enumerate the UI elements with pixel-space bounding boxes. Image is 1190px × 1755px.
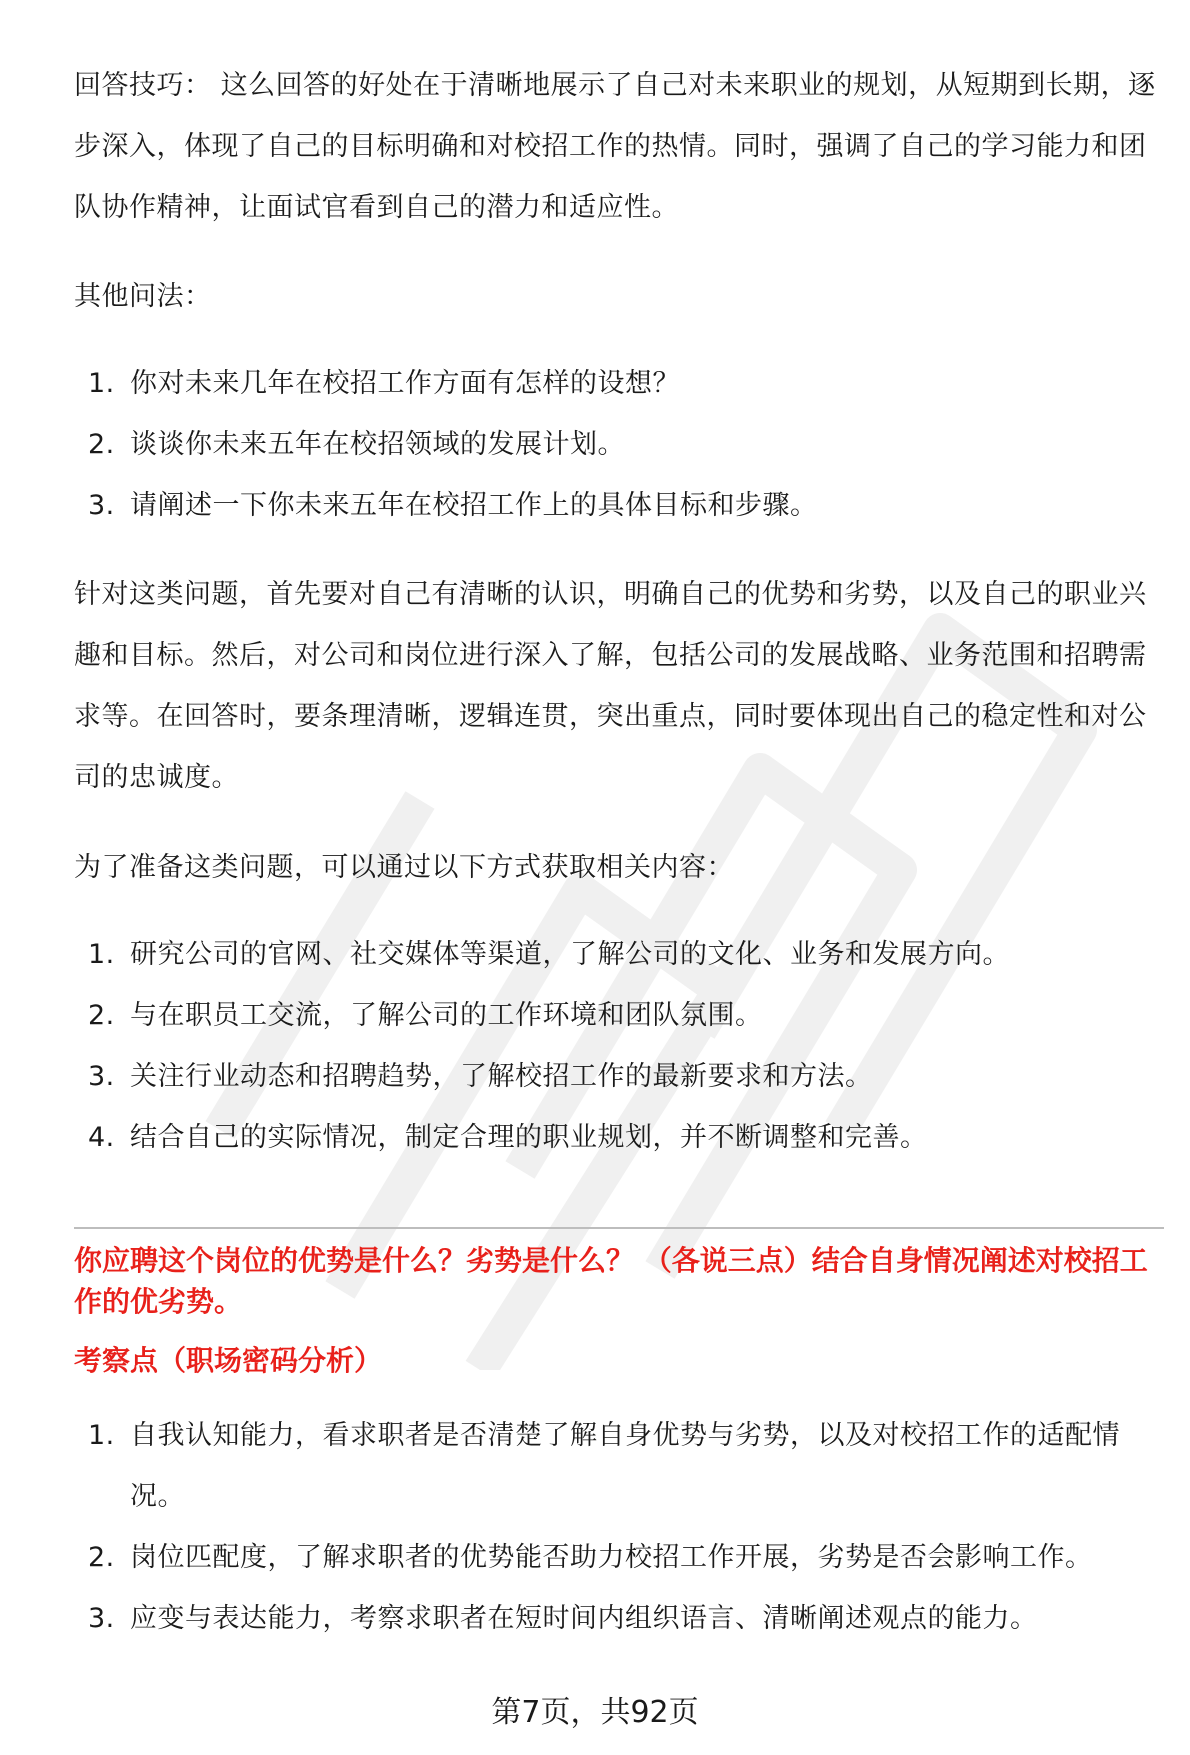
section-divider [74, 1227, 1164, 1229]
assessment-points-heading: 考察点（职场密码分析） [74, 1344, 383, 1377]
list-item: 3. 关注行业动态和招聘趋势，了解校招工作的最新要求和方法。 [88, 1061, 873, 1092]
list-item: 2. 谈谈你未来五年在校招领域的发展计划。 [88, 429, 625, 460]
list-item: 2. 岗位匹配度，了解求职者的优势能否助力校招工作开展，劣势是否会影响工作。 [88, 1542, 1093, 1573]
assessment-points-list [74, 1405, 1164, 1649]
advice-paragraph: 针对这类问题，首先要对自己有清晰的认识，明确自己的优势和劣势，以及自己的职业兴趣和目标。然后，对公司和岗位进行深入了解，包括公司的发展战略、业务范围和招聘需求等。在回答时，要条理清晰，逻辑连贯，突出重点，同时要体现出自己的稳定性和对公司的忠诚度。 [74, 579, 1147, 793]
answer-tips-paragraph: 回答技巧： 这么回答的好处在于清晰地展示了自己对未来职业的规划，从短期到长期，逐步深入，体现了自己的目标明确和对校招工作的热情。同时，强调了自己的学习能力和团队协作精神，让面试官看到自己的潜力和适应性。 [74, 70, 1156, 223]
list-item: 3. 请阐述一下你未来五年在校招工作上的具体目标和步骤。 [88, 490, 818, 521]
list-item: 1. 自我认知能力，看求职者是否清楚了解自身优势与劣势，以及对校招工作的适配情况。 [88, 1420, 1120, 1512]
page-number-footer: 第7页，共92页 [491, 1695, 699, 1730]
other-questions-list [74, 353, 1164, 536]
list-item: 1. 你对未来几年在校招工作方面有怎样的设想？ [88, 368, 680, 399]
list-item: 4. 结合自己的实际情况，制定合理的职业规划，并不断调整和完善。 [88, 1122, 928, 1153]
other-questions-label: 其他问法： [74, 281, 212, 312]
list-item: 3. 应变与表达能力，考察求职者在短时间内组织语言、清晰阐述观点的能力。 [88, 1603, 1038, 1634]
preparation-list [74, 924, 1164, 1168]
list-item: 1. 研究公司的官网、社交媒体等渠道，了解公司的文化、业务和发展方向。 [88, 939, 1010, 970]
interview-question-heading: 你应聘这个岗位的优势是什么？劣势是什么？ （各说三点）结合自身情况阐述对校招工作的优劣势。 [74, 1244, 1148, 1318]
preparation-label: 为了准备这类问题，可以通过以下方式获取相关内容： [74, 852, 734, 883]
list-item: 2. 与在职员工交流，了解公司的工作环境和团队氛围。 [88, 1000, 763, 1031]
